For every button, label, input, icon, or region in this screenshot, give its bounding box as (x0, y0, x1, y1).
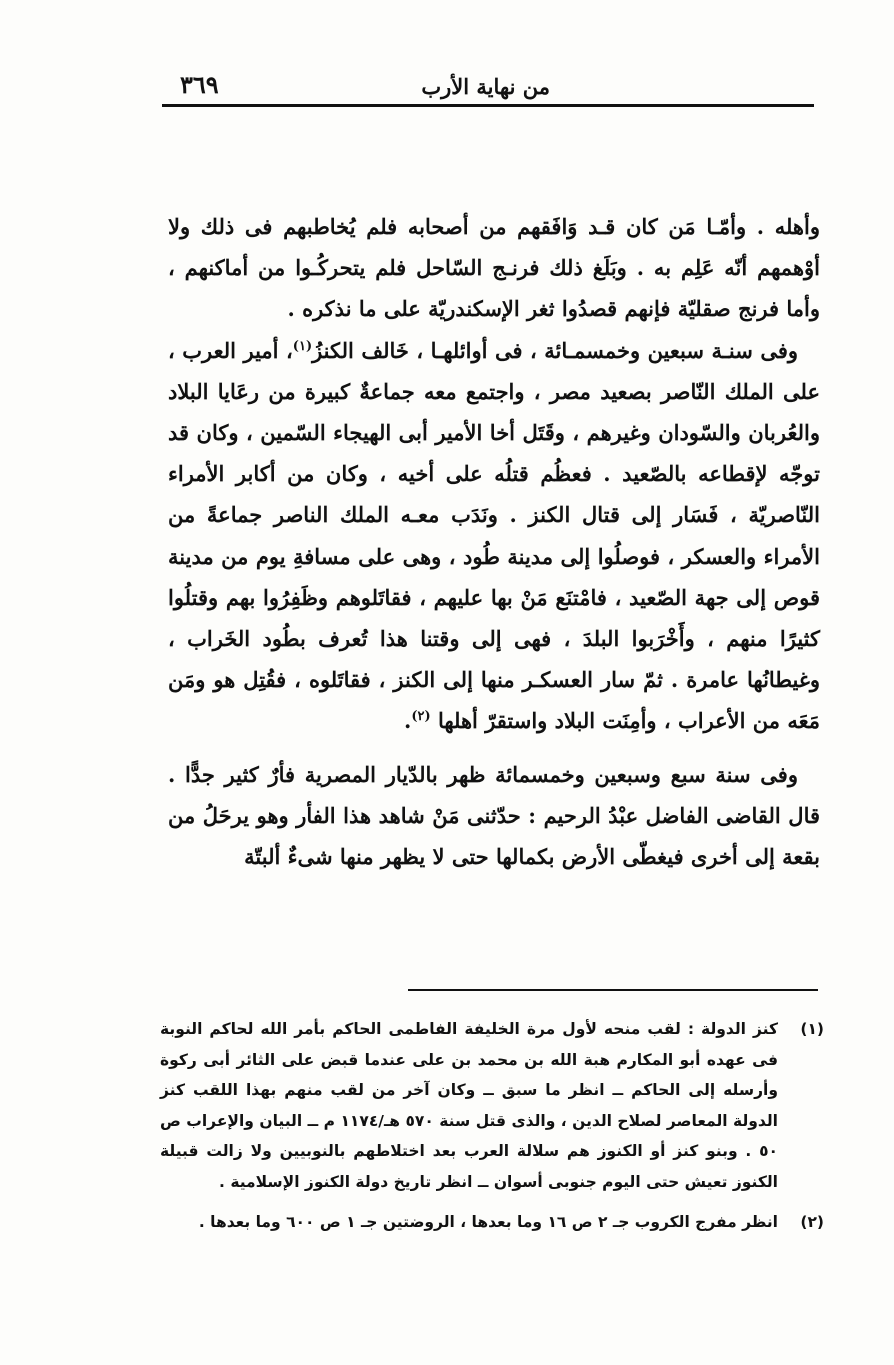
footnotes (160, 1014, 824, 1248)
page-header (162, 66, 814, 106)
paragraph-2-end: . (404, 708, 412, 734)
footnote-2-number: (٢) (800, 1213, 824, 1231)
footnote-2-text: انظر مفرج الكروب جـ ٢ ص ١٦ وما بعدها ، الروضتين جـ ١ ص ٦٠٠ وما بعدها . (198, 1213, 778, 1231)
header-rule (162, 104, 814, 107)
footnote-ref-1: (١) (292, 338, 313, 354)
footnote-1 (160, 1014, 824, 1197)
running-title: من نهاية الأرب (421, 74, 550, 99)
page-number: ٣٦٩ (180, 70, 219, 99)
paragraph-2 (168, 330, 820, 742)
paragraph-3: وفى سنة سبع وسبعين وخمسمائة ظهر بالدّيار المصرية فأرٌ كثير جدًّا . قال القاضى الفاضل عبْدُ الرحيم : حدّثنى مَنْ شاهد هذا الفأر وهو يرحَلُ من بقعة إلى أخرى فيغطّى الأرض بكمالها حتى لا يظهر منها شىءٌ ألبتّة (168, 761, 820, 870)
footnote-rule (408, 989, 818, 991)
footnote-ref-2: (٢) (411, 709, 431, 725)
footnote-2 (160, 1207, 824, 1238)
paragraph-2-part-b: ، أمير العرب ، على الملك النّاصر بصعيد مصر ، واجتمع معه جماعةٌ كبيرة من رعَايا البلاد والعُربان والسّودان وغيرهم ، وقَتَل أخا الأمير أبى الهيجاء السّمين ، وكان قد توجّه لإقطاعه بالصّعيد . فعظُم قتلُه على أخيه ، وكان من أكابر الأمراء النّاصريّة ، فَسَار إلى قتال الكنز . ونَدَب معـه الملك الناصر جماعةً من الأمراء والعسكر ، فوصلُوا إلى مدينة طُود ، وهى على مسافةِ يوم من مدينة قوص إلى جهة الصّعيد ، فامْتنَع مَنْ بها عليهم ، فقاتَلوهم وظَفِرُوا بهم وقتلُوا كثيرًا منهم ، وأَخْرَبوا البلدَ ، فهى إلى وقتنا هذا تُعرف بطُود الخَراب ، وغيطانُها عامرة . ثمّ سار العسكـر منها إلى الكنز ، فقاتَلوه ، فقُتِل هو ومَن مَعَه من الأعراب ، وأمِنَت البلاد واستقرّ أهلها (168, 337, 820, 734)
paragraph-1: وأهله . وأمّـا مَن كان قـد وَافَقهم من أصحابه فلم يُخاطبهم فى ذلك ولا أوْهمهم أنّه عَلِم به . وبَلَغ ذلك فرنـج السّاحل فلم يتحركُـوا من أماكنهم ، وأما فرنج صقليّة فإنهم قصدُوا ثغر الإسكندريّة على ما نذكره . (168, 214, 820, 322)
paragraph-2-part-a: وفى سنـة سبعين وخمسمـائة ، فى أوائلهـا ، خَالف الكنزُ (312, 337, 799, 363)
footnote-1-text: كنز الدولة : لقب منحه لأول مرة الخليفة الفاطمى الحاكم بأمر الله لحاكم النوبة فى عهده أبو المكارم هبة الله بن محمد بن على عندما قبض على الثائر أبى ركوة وأرسله إلى الحاكم ــ انظر ما سبق ــ وكان آخر من لقب منهم بهذا اللقب كنز الدولة المعاصر لصلاح الدين ، والذى قتل سنة ٥٧٠ هـ/١١٧٤ م ــ البيان والإعراب ص ٥٠ . وبنو كنز أو الكنوز هم سلالة العرب بعد اختلاطهم بالنوبيين ولا زالت قبيلة الكنوز تعيش حتى اليوم جنوبى أسوان ــ انظر تاريخ دولة الكنوز الإسلامية . (160, 1020, 778, 1191)
footnote-1-number: (١) (800, 1020, 824, 1038)
main-text (168, 206, 820, 877)
